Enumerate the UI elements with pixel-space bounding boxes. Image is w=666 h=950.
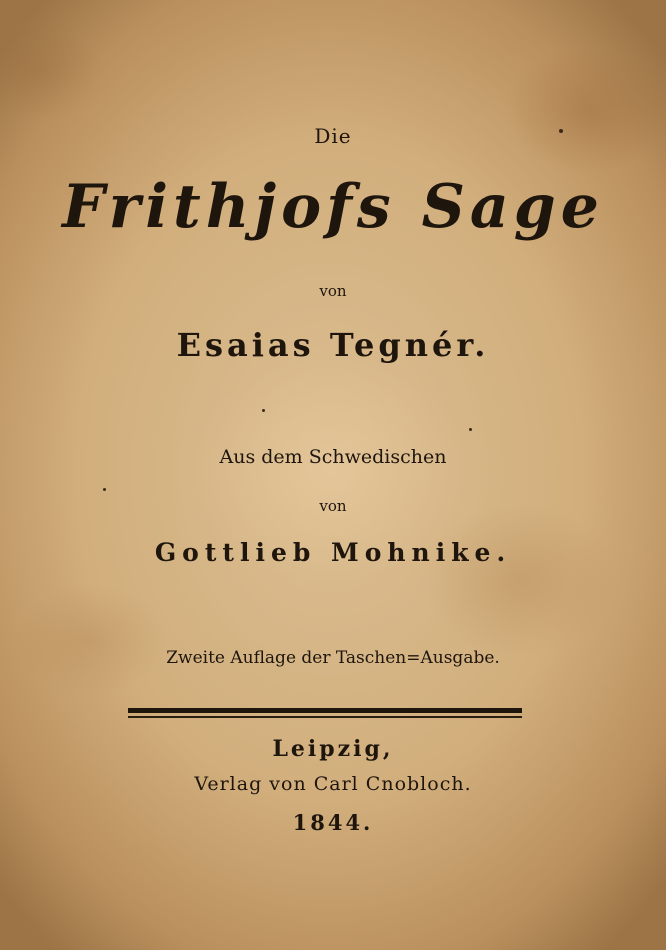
by-line-translator: von <box>319 497 347 515</box>
by-line-author: von <box>319 282 347 300</box>
paper-speck <box>262 409 265 412</box>
publisher: Verlag von Carl Cnobloch. <box>194 773 472 795</box>
double-rule-thin <box>128 716 522 718</box>
double-rule-thick <box>128 708 522 713</box>
translated-from: Aus dem Schwedischen <box>219 446 447 468</box>
publication-city: Leipzig, <box>272 736 394 762</box>
publication-year: 1844. <box>292 810 374 835</box>
paper-speck <box>559 129 563 133</box>
author-name: Esaias Tegnér. <box>176 326 490 364</box>
paper-speck <box>103 488 106 491</box>
paper-speck <box>469 428 472 431</box>
edition-note: Zweite Auflage der Taschen=Ausgabe. <box>166 648 500 668</box>
translator-name: Gottlieb Mohnike. <box>154 538 512 567</box>
title-article: Die <box>314 124 352 148</box>
book-title: Frithjofs Sage <box>62 172 604 242</box>
